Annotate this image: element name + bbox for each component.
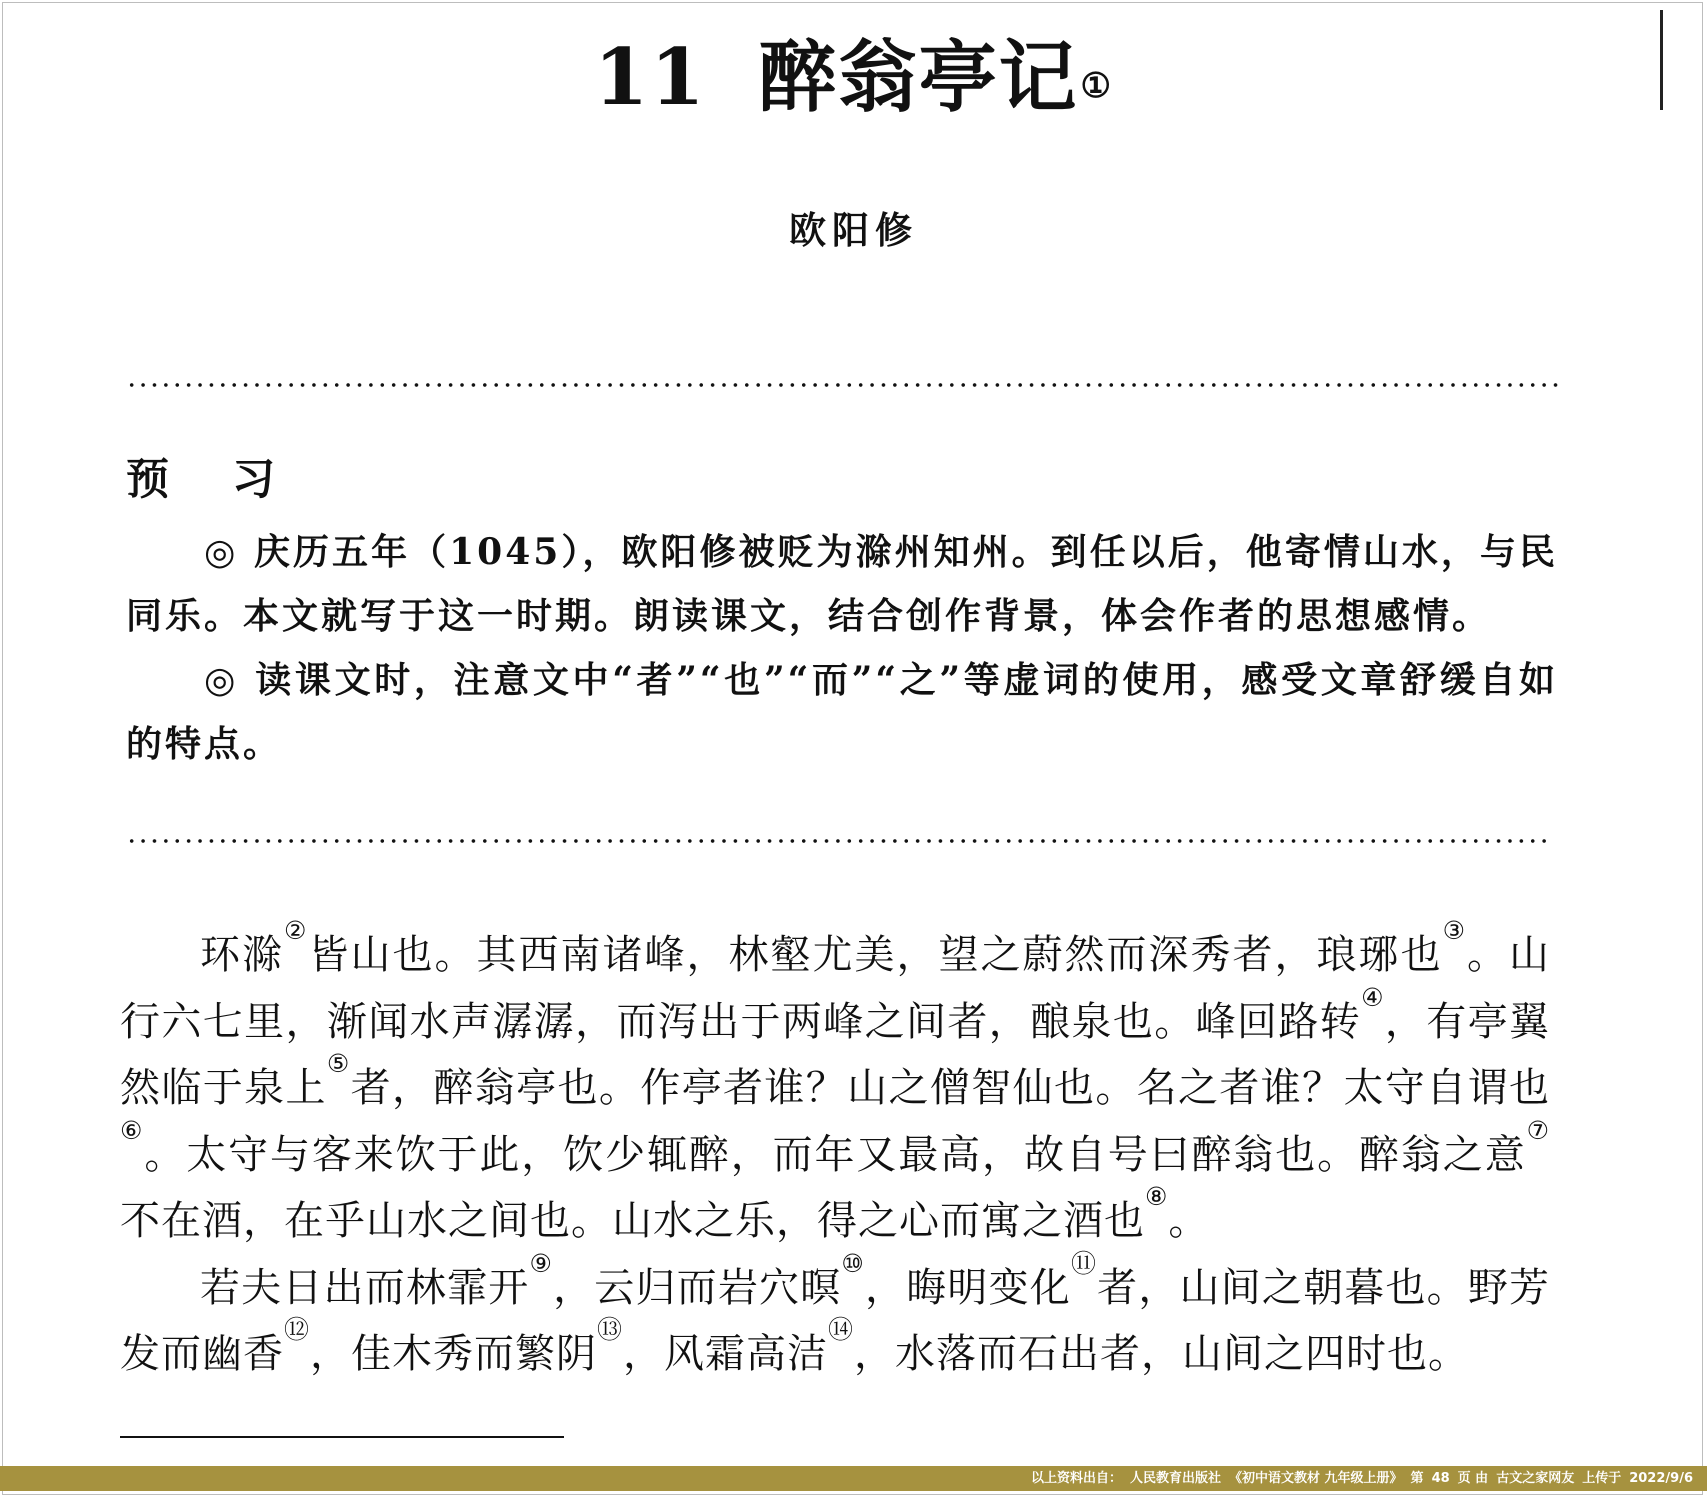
preview-section <box>126 520 1558 776</box>
preview-item: ◎ 读课文时，注意文中“者”“也”“而”“之”等虚词的使用，感受文章舒缓自如的特点。 <box>126 659 1558 765</box>
footer-page-suffix: 页 由 <box>1457 1471 1489 1486</box>
preview-heading: 预 习 <box>126 455 299 505</box>
text-run: ，云归而岩穴暝 <box>553 1264 842 1311</box>
footnote-marker[interactable]: ② <box>284 916 309 945</box>
footer-book[interactable]: 《初中语文教材 九年级上册》 <box>1229 1471 1403 1486</box>
text-run: 。 <box>1168 1198 1210 1244</box>
footer-publisher[interactable]: 人民教育出版社 <box>1130 1471 1222 1486</box>
text-run: ，晦明变化 <box>865 1264 1071 1311</box>
text-run: 若夫日出而林霏开 <box>200 1264 530 1311</box>
footer-page: 48 <box>1431 1471 1450 1486</box>
footer-uploader[interactable]: 古文之家网友 <box>1496 1471 1575 1486</box>
text-run: 。山行六七里，渐闻水声潺潺，而泻出于两峰之间者，酿泉也。峰回路转 <box>120 932 1551 1045</box>
author-name: 欧阳修 <box>789 208 918 252</box>
footnote-marker[interactable]: ④ <box>1361 982 1385 1012</box>
dotted-divider-top <box>126 382 1563 388</box>
footnote-separator <box>120 1436 564 1438</box>
footer-upload-label: 上传于 <box>1582 1471 1622 1486</box>
lesson-number: 11 <box>593 32 707 123</box>
footnote-marker[interactable]: ⑨ <box>529 1248 554 1278</box>
text-run: 环滁 <box>200 932 285 978</box>
dotted-divider-bottom <box>126 838 1551 844</box>
footer-date: 2022/9/6 <box>1629 1471 1693 1486</box>
footer-source-label: 以上资料出自： <box>1030 1471 1122 1486</box>
text-run: ，有亭翼然临于泉上 <box>120 998 1551 1111</box>
footnote-marker[interactable]: ⑩ <box>841 1248 866 1278</box>
lesson-title <box>0 28 1707 128</box>
lesson-title-text: 醉翁亭记 <box>758 32 1079 123</box>
source-footer <box>0 1466 1707 1491</box>
text-run: 皆山也。其西南诸峰，林壑尤美，望之蔚然而深秀者，琅琊也 <box>308 932 1443 978</box>
footnote-marker[interactable]: ③ <box>1442 916 1467 945</box>
title-footnote-marker: ① <box>1080 66 1114 106</box>
footnote-marker[interactable]: ⑫ <box>284 1315 311 1344</box>
footnote-marker[interactable]: ⑭ <box>828 1315 855 1344</box>
text-run: 不在酒，在乎山水之间也。山水之乐，得之心而寓之酒也 <box>120 1198 1145 1244</box>
main-text <box>120 916 1551 1388</box>
text-run: 。太守与客来饮于此，饮少辄醉，而年又最高，故自号曰醉翁也。醉翁之意 <box>144 1131 1527 1178</box>
footnote-marker[interactable]: ⑬ <box>597 1315 624 1344</box>
text-run: ，风霜高洁 <box>623 1331 829 1377</box>
footnote-marker[interactable]: ⑦ <box>1526 1115 1551 1145</box>
footnote-marker[interactable]: ⑪ <box>1070 1248 1098 1278</box>
footnote-marker[interactable]: ⑥ <box>120 1115 145 1145</box>
text-run: ，水落而石出者，山间之四时也。 <box>854 1331 1470 1377</box>
footer-page-prefix: 第 <box>1410 1471 1424 1486</box>
scan-margin-mark <box>1660 10 1663 110</box>
text-run: ，佳木秀而繁阴 <box>310 1331 598 1377</box>
footnote-marker[interactable]: ⑤ <box>326 1049 351 1078</box>
text-run: 者，山间之朝暮也。野芳发而幽香 <box>120 1264 1551 1377</box>
paragraph-1 <box>120 916 1551 1255</box>
preview-item: ◎ 庆历五年（1045），欧阳修被贬为滁州知州。到任以后，他寄情山水，与民同乐。本文就写于这一时期。朗读课文，结合创作背景，体会作者的思想感情。 <box>126 531 1558 637</box>
text-run: 者，醉翁亭也。作亭者谁？山之僧智仙也。名之者谁？太守自谓也 <box>350 1065 1551 1111</box>
paragraph-2 <box>120 1248 1551 1388</box>
footnote-marker[interactable]: ⑧ <box>1145 1182 1169 1211</box>
